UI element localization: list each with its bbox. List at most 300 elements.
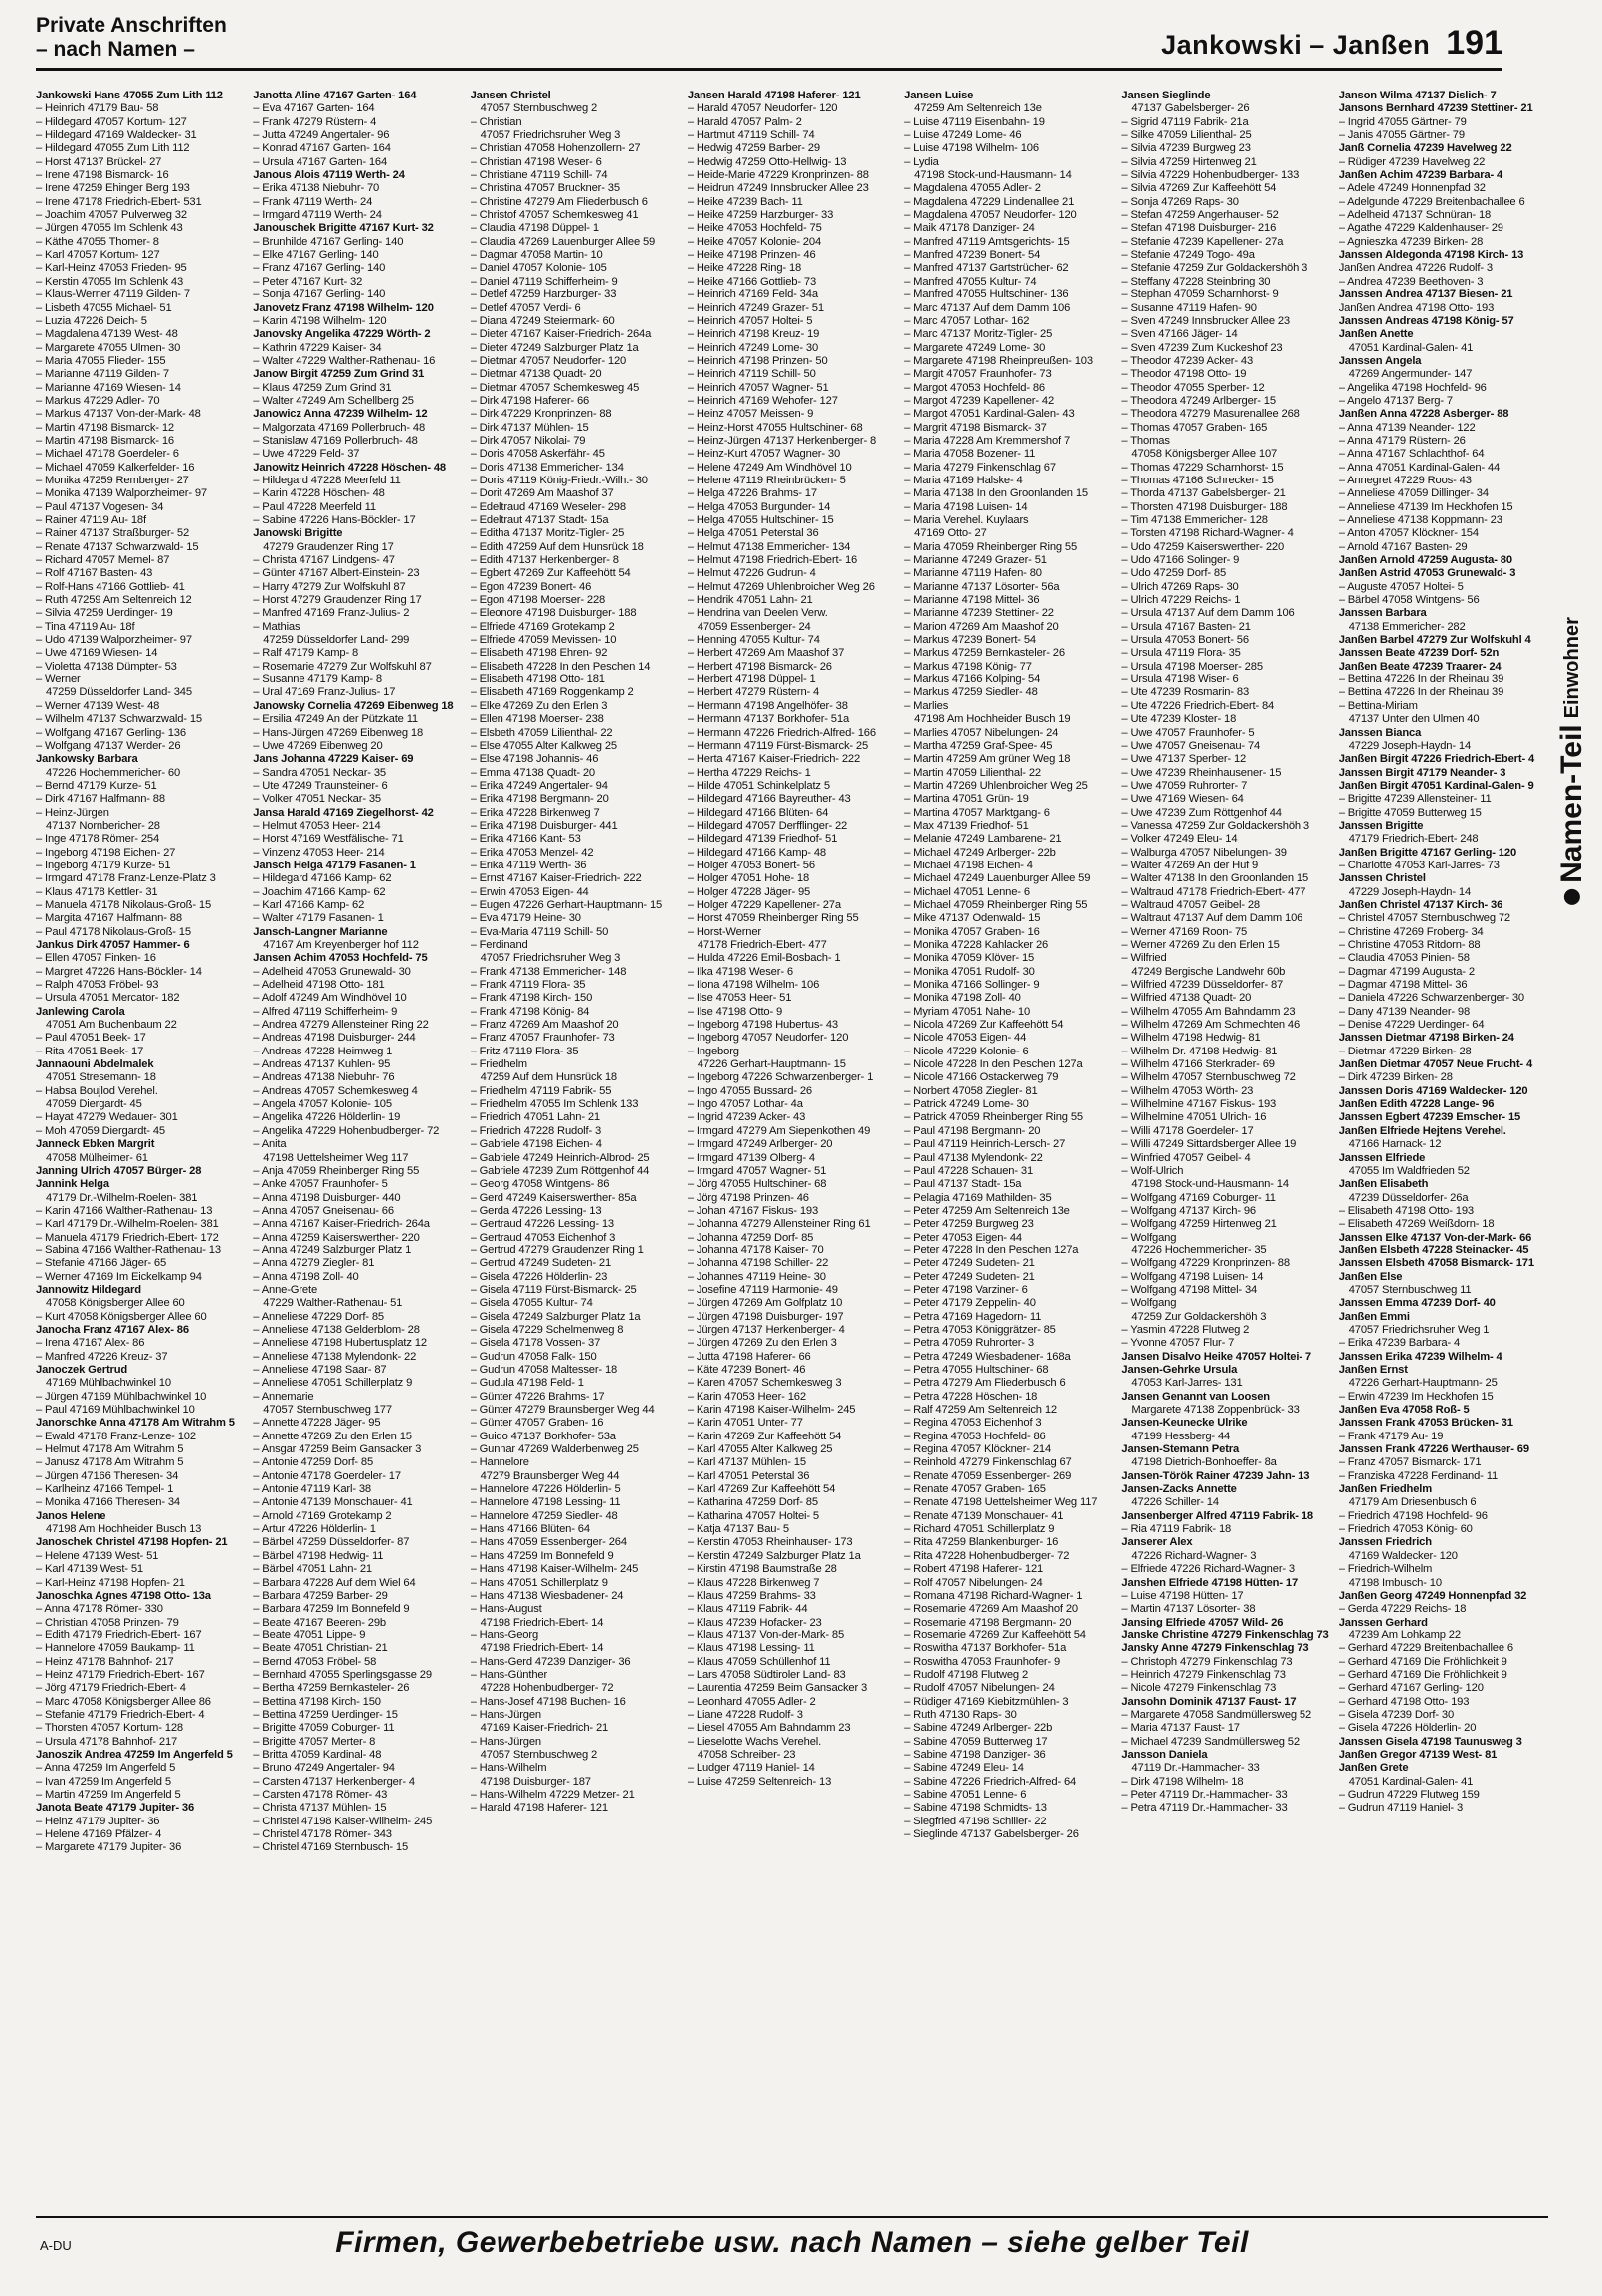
directory-entry: – Alfred 47119 Schifferheim- 9	[253, 1005, 398, 1018]
directory-entry: – Heinz-Kurt 47057 Wagner- 30	[687, 448, 841, 461]
directory-entry: – Margita 47167 Halfmann- 88	[36, 912, 182, 925]
directory-entry: – Maria 47055 Flieder- 155	[36, 354, 166, 367]
directory-entry: 47198 Friedrich-Ebert- 14	[480, 1642, 604, 1655]
directory-entry: – Ute 47249 Traunsteiner- 6	[253, 779, 388, 792]
directory-entry: – Wilfried	[1121, 952, 1167, 965]
directory-entry: Janßen Arnold 47259 Augusta- 80	[1338, 554, 1512, 567]
directory-entry: – Gabriele 47198 Eichen- 4	[470, 1138, 602, 1151]
directory-entry: – Maik 47178 Danziger- 24	[904, 222, 1035, 235]
directory-entry: – Ingeborg 47226 Schwarzenberger- 1	[687, 1071, 874, 1084]
directory-entry: – Wolfgang	[1121, 1297, 1177, 1310]
directory-entry: – Hans 47138 Wiesbadener- 24	[470, 1589, 624, 1602]
directory-entry: – Hans-Wilhelm 47229 Metzer- 21	[470, 1789, 635, 1801]
directory-entry: – Erika 47239 Barbara- 4	[1338, 1337, 1461, 1350]
directory-entry: – Erika 47249 Angertaler- 94	[470, 779, 608, 792]
directory-entry: – Irene 47178 Friedrich-Ebert- 531	[36, 195, 202, 208]
directory-entry: Janske Christine 47279 Finkenschlag 73	[1121, 1628, 1329, 1641]
directory-entry: – Hans 47166 Blüten- 64	[470, 1523, 590, 1536]
directory-entry: 47269 Angermunder- 147	[1348, 368, 1473, 381]
directory-entry: – Agnieszka 47239 Birken- 28	[1338, 235, 1484, 248]
section-title	[36, 14, 227, 62]
directory-entry: – Paul 47228 Meerfeld 11	[253, 500, 376, 513]
directory-entry: – Karin 47053 Heer- 162	[687, 1390, 806, 1403]
directory-entry: – Joachim 47057 Pulverweg 32	[36, 209, 187, 222]
directory-entry: – Georg 47058 Wintgens- 86	[470, 1178, 610, 1191]
directory-entry: – Markus 47166 Kolping- 54	[904, 673, 1041, 686]
directory-entry: – Franz 47167 Gerling- 140	[253, 262, 386, 275]
directory-entry: – Gertraud 47226 Lessing- 13	[470, 1218, 615, 1231]
directory-entry: – Siegfried 47198 Schiller- 22	[904, 1815, 1047, 1827]
directory-entry: – Rosemarie 47269 Am Maashof 20	[904, 1603, 1078, 1616]
directory-entry: – Ursula 47167 Garten- 164	[253, 155, 388, 168]
directory-entry: 47226 Hochemmericher- 60	[46, 766, 181, 779]
directory-entry: – Friedrich 47053 König- 60	[1338, 1523, 1473, 1536]
directory-entry: – Christian 47198 Weser- 6	[470, 155, 602, 168]
directory-entry: – Claudia 47198 Düppel- 1	[470, 222, 599, 235]
directory-entry: – Moh 47059 Diergardt- 45	[36, 1124, 165, 1137]
directory-entry: – Gisela 47226 Hölderlin- 20	[1338, 1722, 1477, 1735]
directory-entry: Janßen Elisabeth	[1338, 1178, 1429, 1191]
directory-entry: – Wolfgang 47198 Luisen- 14	[1121, 1270, 1264, 1283]
directory-entry: 47051 Kardinal-Galen- 41	[1348, 341, 1474, 354]
directory-entry: – Wilfried 47138 Quadt- 20	[1121, 992, 1252, 1005]
directory-entry: – Stephan 47059 Scharnhorst- 9	[1121, 288, 1279, 301]
directory-entry: – Hilde 47051 Schinkelplatz 5	[687, 779, 830, 792]
directory-entry: – Thomas 47229 Scharnhorst- 15	[1121, 461, 1284, 474]
directory-entry: – Sonja 47269 Raps- 30	[1121, 195, 1239, 208]
directory-entry: Janßen Birgit 47226 Friedrich-Ebert- 4	[1338, 753, 1535, 766]
directory-entry: – Margarete 47058 Sandmüllersweg 52	[1121, 1708, 1312, 1721]
directory-entry: – Hans 47198 Kaiser-Wilhelm- 245	[470, 1563, 639, 1576]
directory-entry: – Irmgard 47249 Arlberger- 20	[687, 1138, 833, 1151]
directory-entry: Janson Wilma 47137 Dislich- 7	[1338, 90, 1497, 101]
directory-entry: 47058 Mülheimer- 61	[46, 1151, 148, 1164]
directory-entry: – Anneliese 47138 Gelderblom- 28	[253, 1323, 420, 1336]
directory-entry: – Hildegard 47139 Friedhof- 51	[687, 833, 838, 846]
directory-entry: – Anneliese 47198 Saar- 87	[253, 1364, 387, 1376]
directory-entry: – Manuela 47178 Nikolaus-Groß- 15	[36, 898, 212, 911]
directory-entry: – Norbert 47058 Ziegler- 81	[904, 1084, 1038, 1097]
directory-entry: – Daniela 47226 Schwarzenberger- 30	[1338, 992, 1525, 1005]
directory-entry: – Wilhelm Dr. 47198 Hedwig- 81	[1121, 1045, 1278, 1057]
directory-entry: – Adele 47249 Honnenpfad 32	[1338, 182, 1486, 195]
directory-entry: – Violetta 47138 Dümpter- 53	[36, 660, 177, 672]
directory-entry: – Rita 47228 Hohenbudberger- 72	[904, 1549, 1070, 1562]
directory-entry: 47198 Friedrich-Ebert- 14	[480, 1616, 604, 1628]
directory-entry: – Renate 47059 Essenberger- 269	[904, 1469, 1072, 1482]
directory-entry: Janssen Doris 47169 Waldecker- 120	[1338, 1084, 1528, 1097]
directory-entry: – Heinz-Horst 47055 Hultschiner- 68	[687, 421, 863, 434]
directory-entry: – Annette 47269 Zu den Erlen 15	[253, 1430, 412, 1442]
directory-entry: – Silvia 47239 Burgweg 23	[1121, 142, 1251, 155]
directory-entry: 47229 Joseph-Haydn- 14	[1348, 885, 1472, 898]
directory-entry: Jansen Sieglinde	[1121, 90, 1211, 101]
directory-entry: 47198 Dietrich-Bonhoeffer- 8a	[1131, 1456, 1277, 1469]
directory-entry: – Erika 47166 Kant- 53	[470, 833, 581, 846]
directory-entry: – Agathe 47229 Kaldenhauser- 29	[1338, 222, 1503, 235]
directory-entry: – Uwe 47169 Wiesen- 64	[1121, 793, 1244, 806]
directory-entry: – Karl 47269 Zur Kaffeehött 54	[687, 1483, 836, 1496]
directory-entry: – Doris 47058 Askerfähr- 45	[470, 448, 605, 461]
directory-entry: – Elsbeth 47059 Lilienthal- 22	[470, 726, 613, 739]
directory-entry: – Christof 47057 Schemkesweg 41	[470, 209, 639, 222]
directory-entry: – Christian 47058 Hohenzollern- 27	[470, 142, 641, 155]
directory-entry: – Bärbel 47058 Wintgens- 56	[1338, 594, 1480, 607]
directory-entry: – Rüdiger 47169 Kiebitzmühlen- 3	[904, 1695, 1069, 1708]
directory-entry: – Rosemarie 47198 Bergmann- 20	[904, 1616, 1072, 1628]
directory-entry: – Uwe 47239 Rheinhausener- 15	[1121, 766, 1282, 779]
directory-entry: – Edith 47179 Friedrich-Ebert- 167	[36, 1628, 202, 1641]
directory-entry: Jansen-Gehrke Ursula	[1121, 1364, 1238, 1376]
directory-entry: – Maria 47137 Faust- 17	[1121, 1722, 1240, 1735]
directory-entry: – Ernst 47167 Kaiser-Friedrich- 222	[470, 872, 642, 885]
directory-entry: – Dieter 47167 Kaiser-Friedrich- 264a	[470, 328, 652, 341]
directory-entry: – Angelika 47226 Hölderlin- 19	[253, 1111, 401, 1124]
directory-entry: – Hermann 47137 Borkhofer- 51a	[687, 713, 850, 726]
directory-entry: – Katharina 47259 Dorf- 85	[687, 1496, 818, 1509]
directory-entry: – Heinrich 47249 Lome- 30	[687, 341, 819, 354]
directory-entry: – Maria 47058 Bozener- 11	[904, 448, 1036, 461]
directory-entry: – Daniel 47119 Schifferheim- 9	[470, 275, 618, 287]
directory-entry: – Karl 47051 Peterstal 36	[687, 1469, 810, 1482]
directory-entry: – Gisela 47249 Salzburger Platz 1a	[470, 1310, 641, 1323]
directory-entry: – Udo 47259 Kaiserswerther- 220	[1121, 540, 1285, 553]
directory-entry: Janowski Brigitte	[253, 527, 343, 540]
directory-entry: Jansch-Langner Marianne	[253, 925, 388, 938]
directory-entry: – Ural 47169 Franz-Julius- 17	[253, 686, 396, 699]
directory-entry: – Elfriede 47226 Richard-Wagner- 3	[1121, 1563, 1295, 1576]
directory-entry: – Klaus 47259 Zum Grind 31	[253, 381, 392, 394]
directory-entry: – Wilfried 47239 Düsseldorfer- 87	[1121, 979, 1284, 992]
directory-entry: – Hans-Josef 47198 Buchen- 16	[470, 1695, 626, 1708]
directory-entry: – Joachim 47166 Kamp- 62	[253, 885, 386, 898]
directory-entry: – Brigitte 47057 Merter- 8	[253, 1735, 376, 1748]
directory-entry: – Michael 47059 Rheinberger Ring 55	[904, 898, 1088, 911]
directory-entry: 47137 Gabelsberger- 26	[1131, 102, 1250, 115]
directory-entry: Janßen Brigitte 47167 Gerling- 120	[1338, 846, 1517, 859]
directory-entry: – Silke 47059 Lilienthal- 25	[1121, 129, 1252, 142]
directory-entry: – Wilhelm 47055 Am Bahndamm 23	[1121, 1005, 1296, 1018]
directory-entry: – Peter 47167 Kurt- 32	[253, 275, 363, 287]
directory-entry: – Irmgard 47139 Olberg- 4	[687, 1151, 815, 1164]
directory-entry: – Marianne 47198 Mittel- 36	[904, 594, 1040, 607]
directory-entry: – Ute 47239 Kloster- 18	[1121, 713, 1237, 726]
directory-entry: – Christel 47169 Sternbusch- 15	[253, 1841, 409, 1854]
directory-entry: – Frank 47198 Kirch- 150	[470, 992, 593, 1005]
directory-entry: 47259 Zur Goldackershöh 3	[1131, 1310, 1267, 1323]
directory-entry: 47058 Schreiber- 23	[697, 1748, 796, 1761]
directory-entry: – Christel 47198 Kaiser-Wilhelm- 245	[253, 1815, 433, 1827]
directory-entry: – Ursula 47198 Wiser- 6	[1121, 673, 1239, 686]
directory-entry: – Margret 47226 Hans-Böckler- 14	[36, 965, 202, 978]
directory-entry: Jansen-Stemann Petra	[1121, 1443, 1240, 1456]
directory-entry: 47198 Stock-und-Hausmann- 14	[1131, 1178, 1289, 1191]
directory-entry: – Sandra 47051 Neckar- 35	[253, 766, 386, 779]
directory-entry: – Pelagia 47169 Mathilden- 35	[904, 1191, 1052, 1204]
directory-entry: – Beate 47051 Lippe- 9	[253, 1628, 366, 1641]
directory-entry: – Tina 47119 Au- 18f	[36, 620, 135, 633]
directory-entry: Jansa Harald 47169 Ziegelhorst- 42	[253, 806, 434, 819]
directory-entry: – Karin 47269 Zur Kaffeehött 54	[687, 1430, 842, 1442]
directory-entry: – Michael 47059 Kalkerfelder- 16	[36, 461, 195, 474]
directory-entry: 47239 Am Lohkamp 22	[1348, 1628, 1461, 1641]
directory-entry: – Brigitte 47239 Allensteiner- 11	[1338, 793, 1492, 806]
directory-entry: – Doris 47119 König-Friedr.-Wilh.- 30	[470, 474, 648, 486]
directory-entry: 47229 Joseph-Haydn- 14	[1348, 739, 1472, 752]
directory-entry: – Emma 47138 Quadt- 20	[470, 766, 595, 779]
directory-entry: – Karlheinz 47166 Tempel- 1	[36, 1483, 174, 1496]
directory-entry: – Erika 47053 Menzel- 42	[470, 846, 594, 859]
bullet-dot-icon	[1564, 889, 1580, 905]
directory-entry: – Monika 47198 Zoll- 40	[904, 992, 1021, 1005]
directory-entry: 47059 Diergardt- 45	[46, 1098, 142, 1111]
directory-entry: – Hildegard 47166 Blüten- 64	[687, 806, 829, 819]
directory-entry: – Elisabeth 47198 Ehren- 92	[470, 647, 608, 660]
directory-entry: – Hertha 47229 Reichs- 1	[687, 766, 811, 779]
directory-entry: – Anna 47057 Gneisenau- 66	[253, 1204, 394, 1217]
directory-entry: – Konrad 47167 Garten- 164	[253, 142, 391, 155]
directory-entry: 47057 Sternbuschweg 177	[263, 1404, 392, 1417]
directory-entry: – Sabine 47051 Lenne- 6	[904, 1789, 1027, 1801]
directory-entry: – Klaus 47178 Kettler- 31	[36, 885, 158, 898]
directory-entry: – Paul 47119 Heinrich-Lersch- 27	[904, 1138, 1066, 1151]
directory-entry: – Marianne 47249 Grazer- 51	[904, 554, 1047, 567]
directory-entry: – Gunnar 47269 Walderbenweg 25	[470, 1443, 639, 1456]
directory-entry: – Rita 47259 Blankenburger- 16	[904, 1536, 1059, 1549]
directory-entry: – Eleonore 47198 Duisburger- 188	[470, 607, 637, 620]
directory-entry: – Frank 47179 Au- 19	[1338, 1430, 1444, 1442]
directory-entry: Janssen Elke 47137 Von-der-Mark- 66	[1338, 1231, 1532, 1244]
directory-entry: – Rosemarie 47279 Zur Wolfskuhl 87	[253, 660, 432, 672]
directory-entry: – Christel 47178 Römer- 343	[253, 1828, 392, 1841]
directory-entry: – Helmut 47226 Gudrun- 4	[687, 567, 816, 580]
directory-entry: – Eva-Maria 47119 Schill- 50	[470, 925, 609, 938]
directory-entry: Jannaouni Abdelmalek	[36, 1058, 154, 1071]
directory-entry: – Udo 47259 Dorf- 85	[1121, 567, 1227, 580]
directory-entry: – Heinrich 47179 Bau- 58	[36, 102, 159, 115]
directory-entry: – Ellen 47198 Moerser- 238	[470, 713, 604, 726]
directory-entry: – Heinrich 47119 Schill- 50	[687, 368, 816, 381]
directory-entry: – Hermann 47119 Fürst-Bismarck- 25	[687, 739, 869, 752]
directory-entry: – Martina 47051 Grün- 19	[904, 793, 1029, 806]
directory-entry: – Monika 47166 Sollinger- 9	[904, 979, 1040, 992]
directory-entry: – Anke 47057 Fraunhofer- 5	[253, 1178, 388, 1191]
directory-entry: – Willi 47249 Sittardsberger Allee 19	[1121, 1138, 1297, 1151]
directory-entry: Jans Johanna 47229 Kaiser- 69	[253, 753, 414, 766]
directory-entry: Janssen Dietmar 47198 Birken- 24	[1338, 1032, 1514, 1045]
directory-entry: – Anna 47179 Rüstern- 26	[1338, 434, 1466, 447]
directory-entry: – Ursula 47167 Basten- 21	[1121, 620, 1251, 633]
directory-entry: – Rita 47051 Beek- 17	[36, 1045, 144, 1057]
directory-entry: – Maria 47059 Rheinberger Ring 55	[904, 540, 1078, 553]
directory-entry: – Sabina 47166 Walther-Rathenau- 13	[36, 1244, 221, 1256]
directory-entry: – Thomas 47166 Schrecker- 15	[1121, 474, 1274, 486]
directory-entry: Janßen Anette	[1338, 328, 1414, 341]
directory-entry: – Patrick 47249 Lome- 30	[904, 1098, 1029, 1111]
directory-entry: – Elisabeth 47228 In den Peschen 14	[470, 660, 651, 672]
directory-column	[1339, 90, 1548, 2169]
directory-entry: – Heike 47053 Hochfeld- 75	[687, 222, 822, 235]
directory-entry: 47055 Im Waldfrieden 52	[1348, 1164, 1470, 1177]
directory-entry: – Karl 47166 Kamp- 62	[253, 898, 365, 911]
directory-entry: Janorschke Anna 47178 Am Witrahm 5	[36, 1417, 235, 1430]
directory-entry: – Habsa Boujlod Verehel.	[36, 1084, 158, 1097]
directory-entry: – Rolf-Hans 47166 Gottlieb- 41	[36, 580, 185, 593]
directory-entry: – Helga 47051 Peterstal 36	[687, 527, 819, 540]
directory-entry: – Dietmar 47057 Neudorfer- 120	[470, 354, 627, 367]
directory-entry: Janowitz Heinrich 47228 Höschen- 48	[253, 461, 446, 474]
directory-entry: – Andreas 47057 Schemkesweg 4	[253, 1084, 418, 1097]
directory-entry: – Anna 47167 Kaiser-Friedrich- 264a	[253, 1218, 430, 1231]
directory-entry: – Arnold 47169 Grotekamp 2	[253, 1509, 392, 1522]
directory-entry: – Sieglinde 47137 Gabelsberger- 26	[904, 1828, 1079, 1841]
directory-entry: – Werner 47169 Im Eickelkamp 94	[36, 1270, 202, 1283]
directory-entry: – Bernd 47053 Fröbel- 58	[253, 1655, 377, 1668]
directory-entry: – Jürgen 47166 Theresen- 34	[36, 1469, 179, 1482]
directory-entry: – Rosemarie 47269 Zur Kaffeehött 54	[904, 1628, 1086, 1641]
directory-entry: – Gudula 47198 Feld- 1	[470, 1377, 584, 1390]
directory-entry: – Paul 47169 Mühlbachwinkel 10	[36, 1404, 195, 1417]
directory-entry: – Uwe 47239 Zum Röttgenhof 44	[1121, 806, 1282, 819]
directory-entry: – Hartmut 47119 Schill- 74	[687, 129, 815, 142]
directory-entry: Janßen Friedhelm	[1338, 1483, 1433, 1496]
directory-entry: – Thomas	[1121, 434, 1170, 447]
directory-entry: – Elisabeth 47169 Roggenkamp 2	[470, 686, 634, 699]
directory-entry: – Stefanie 47239 Kapellener- 27a	[1121, 235, 1284, 248]
directory-entry: – Roswitha 47137 Borkhofer- 51a	[904, 1642, 1067, 1655]
directory-entry: – Paul 47051 Beek- 17	[36, 1032, 146, 1045]
directory-entry: – Paul 47138 Mylendonk- 22	[904, 1151, 1043, 1164]
directory-entry: – Monika 47139 Walporzheimer- 97	[36, 487, 208, 500]
directory-entry: – Sven 47239 Zum Kuckeshof 23	[1121, 341, 1283, 354]
directory-entry: – Ulrich 47269 Raps- 30	[1121, 580, 1239, 593]
directory-entry: – Horst 47059 Rheinberger Ring 55	[687, 912, 859, 925]
directory-entry: Janotta Aline 47167 Garten- 164	[253, 90, 417, 101]
directory-entry: – Hans 47259 Im Bonnefeld 9	[470, 1549, 614, 1562]
directory-entry: – Volker 47249 Eleu- 14	[1121, 833, 1238, 846]
directory-entry: Janßen Dietmar 47057 Neue Frucht- 4	[1338, 1058, 1533, 1071]
directory-entry: – Marc 47137 Moritz-Tigler- 25	[904, 328, 1053, 341]
directory-entry: – Jutta 47198 Haferer- 66	[687, 1350, 811, 1363]
directory-entry: – Sabine 47198 Schmidts- 13	[904, 1802, 1047, 1815]
directory-entry: – Heike 47198 Prinzen- 46	[687, 249, 816, 262]
directory-entry: – Katharina 47057 Holtei- 5	[687, 1509, 819, 1522]
directory-entry: Janssen Elsbeth 47058 Bismarck- 171	[1338, 1257, 1534, 1270]
directory-entry: – Mike 47137 Odenwald- 15	[904, 912, 1041, 925]
directory-entry: – Rainer 47137 Straßburger- 52	[36, 527, 190, 540]
directory-entry: – Heike 47166 Gottlieb- 73	[687, 275, 817, 287]
directory-entry: – Hildegard 47166 Kamp- 62	[253, 872, 392, 885]
directory-entry: – Ursula 47053 Bonert- 56	[1121, 634, 1249, 647]
directory-entry: – Johanna 47279 Allensteiner Ring 61	[687, 1218, 871, 1231]
directory-entry: 47179 Am Driesenbusch 6	[1348, 1496, 1477, 1509]
directory-entry: – Hermann 47198 Angelhöfer- 38	[687, 699, 848, 712]
directory-entry: – Günter 47226 Brahms- 17	[470, 1390, 605, 1403]
directory-entry: – Heinrich 47057 Wagner- 51	[687, 381, 829, 394]
directory-entry: – Heike 47239 Bach- 11	[687, 195, 803, 208]
directory-entry: – Waltraut 47137 Auf dem Damm 106	[1121, 912, 1303, 925]
directory-entry: – Wolfgang 47167 Gerling- 136	[36, 726, 186, 739]
directory-entry: – Susanne 47179 Kamp- 8	[253, 673, 382, 686]
section-title-line1: Private Anschriften	[36, 14, 227, 37]
directory-entry: – Carsten 47178 Römer- 43	[253, 1789, 388, 1801]
directory-entry: – Marlies	[904, 699, 949, 712]
directory-entry: 47249 Bergische Landwehr 60b	[1131, 965, 1286, 978]
directory-entry: – Ursula 47137 Auf dem Damm 106	[1121, 607, 1295, 620]
directory-entry: 47051 Am Buchenbaum 22	[46, 1019, 177, 1032]
directory-entry: – Paul 47137 Stadt- 15a	[904, 1178, 1022, 1191]
directory-entry: Janssen Andreas 47198 König- 57	[1338, 314, 1514, 327]
directory-entry: – Herta 47167 Kaiser-Friedrich- 222	[687, 753, 861, 766]
directory-entry: – Antonie 47119 Karl- 38	[253, 1483, 372, 1496]
directory-entry: – Harald 47057 Neudorfer- 120	[687, 102, 838, 115]
directory-entry: – Martin 47198 Bismarck- 16	[36, 434, 174, 447]
directory-entry: – Friedhelm 47119 Fabrik- 55	[470, 1084, 612, 1097]
directory-entry: – Sabine 47249 Eleu- 14	[904, 1762, 1024, 1775]
directory-entry: Janoczek Gertrud	[36, 1364, 128, 1376]
directory-entry: – Adolf 47249 Am Windhövel 10	[253, 992, 407, 1005]
directory-entry: – Martin 47137 Lösorter- 38	[1121, 1603, 1256, 1616]
directory-entry: – Margit 47057 Fraunhofer- 73	[904, 368, 1052, 381]
page-footer	[36, 2216, 1548, 2274]
directory-entry: – Andrea 47239 Beethoven- 3	[1338, 275, 1484, 287]
directory-entry: – Gisela 47226 Hölderlin- 23	[470, 1270, 608, 1283]
directory-entry: – Dagmar 47058 Martin- 10	[470, 249, 603, 262]
directory-entry: 47057 Sternbuschweg 11	[1348, 1283, 1472, 1296]
directory-entry: – Irena 47167 Alex- 86	[36, 1337, 145, 1350]
directory-entry: – Regina 47053 Eichenhof 3	[904, 1417, 1042, 1430]
directory-entry: – Dirk 47167 Halfmann- 88	[36, 793, 165, 806]
directory-entry: – Regina 47053 Hochfeld- 86	[904, 1430, 1046, 1442]
directory-entry: – Regina 47057 Klöckner- 214	[904, 1443, 1052, 1456]
directory-entry: – Helene 47119 Rheinbrücken- 5	[687, 474, 846, 486]
directory-entry: – Eva 47167 Garten- 164	[253, 102, 375, 115]
directory-entry: – Monika 47259 Remberger- 27	[36, 474, 189, 486]
directory-entry: 47119 Dr.-Hammacher- 33	[1131, 1762, 1260, 1775]
directory-entry: – Herbert 47279 Rüstern- 4	[687, 686, 820, 699]
directory-columns	[36, 90, 1548, 2169]
directory-entry: – Klaus 47228 Birkenweg 7	[687, 1576, 820, 1589]
directory-entry: – Hannelore 47226 Hölderlin- 5	[470, 1483, 621, 1496]
directory-entry: – Barbara 47259 Barber- 29	[253, 1589, 388, 1602]
directory-entry: – Paul 47178 Nikolaus-Groß- 15	[36, 925, 191, 938]
directory-entry: Jansen Luise	[904, 90, 974, 101]
directory-entry: Jansen-Török Rainer 47239 Jahn- 13	[1121, 1469, 1310, 1482]
directory-entry: – Kirstin 47198 Baumstraße 28	[687, 1563, 837, 1576]
directory-entry: 47198 Am Hochheider Busch 19	[914, 713, 1071, 726]
directory-entry: – Franziska 47228 Ferdinand- 11	[1338, 1469, 1499, 1482]
directory-entry: – Hildegard 47166 Kamp- 48	[687, 846, 826, 859]
directory-entry: – Jutta 47249 Angertaler- 96	[253, 129, 390, 142]
directory-entry: – Johanna 47178 Kaiser- 70	[687, 1244, 824, 1256]
directory-entry: – Gudrun 47119 Haniel- 3	[1338, 1802, 1464, 1815]
directory-entry: – Gisela 47178 Vossen- 37	[470, 1337, 601, 1350]
directory-entry: – Monika 47166 Theresen- 34	[36, 1496, 181, 1509]
directory-entry: – Britta 47059 Kardinal- 48	[253, 1748, 382, 1761]
directory-entry: – Janusz 47178 Am Witrahm 5	[36, 1456, 184, 1469]
directory-entry: – Vanessa 47259 Zur Goldackershöh 3	[1121, 819, 1310, 832]
directory-entry: 47198 Imbusch- 10	[1348, 1576, 1442, 1589]
directory-entry: – Josefine 47119 Harmonie- 49	[687, 1283, 838, 1296]
directory-entry: – Karl 47139 West- 51	[36, 1563, 143, 1576]
directory-entry: – Wolfgang 47137 Kirch- 96	[1121, 1204, 1257, 1217]
directory-entry: – Silvia 47259 Uerdinger- 19	[36, 607, 173, 620]
directory-entry: – Wilhelm 47166 Sterkrader- 69	[1121, 1058, 1275, 1071]
directory-entry: – Ralf 47179 Kamp- 8	[253, 647, 359, 660]
page-header	[36, 10, 1502, 71]
directory-entry: – Theodor 47055 Sperber- 12	[1121, 381, 1265, 394]
directory-entry: – Uwe 47059 Ruhrorter- 7	[1121, 779, 1248, 792]
